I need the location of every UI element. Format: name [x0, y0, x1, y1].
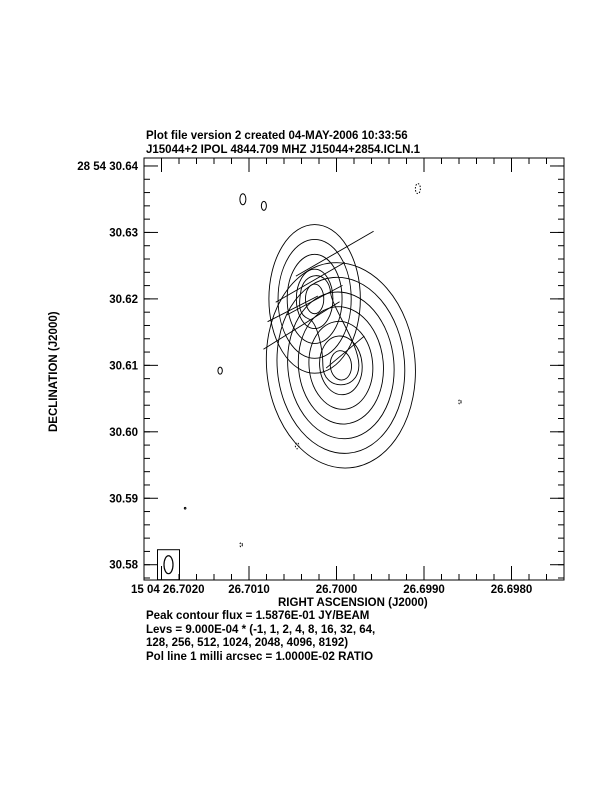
contour-level	[270, 272, 412, 459]
y-tick-label: 28 54 30.64	[77, 160, 138, 173]
contour-level	[329, 350, 353, 381]
noise-contour	[415, 184, 420, 194]
pol-vector	[263, 302, 339, 350]
y-tick-label: 30.59	[109, 493, 138, 506]
beam-box	[158, 550, 180, 580]
y-tick-label: 30.60	[109, 426, 138, 439]
plot-header-line2: J15044+2 IPOL 4844.709 MHZ J15044+2854.ICLN.1	[146, 144, 421, 156]
plot-frame	[144, 158, 564, 580]
pol-vector	[268, 296, 318, 322]
plot-header-line1: Plot file version 2 created 04-MAY-2006 10:33:56	[146, 130, 408, 142]
x-axis-label: RIGHT ASCENSION (J2000)	[278, 597, 428, 609]
noise-contour	[184, 507, 186, 509]
beam-ellipse	[164, 556, 173, 574]
levels-text-line1: Levs = 9.000E-04 * (-1, 1, 2, 4, 8, 16, 32, 64,	[146, 624, 376, 636]
pol-line-scale-text: Pol line 1 milli arcsec = 1.0000E-02 RATIO	[146, 651, 374, 663]
noise-contour	[459, 400, 461, 404]
y-tick-label: 30.61	[109, 360, 138, 373]
y-axis-label: DECLINATION (J2000)	[48, 311, 60, 432]
noise-contour	[218, 367, 222, 374]
x-tick-label: 26.7010	[228, 584, 270, 596]
noise-contour	[240, 194, 246, 205]
contour-level	[258, 256, 424, 474]
peak-flux-text: Peak contour flux = 1.5876E-01 JY/BEAM	[146, 610, 370, 622]
x-tick-label: 26.6990	[403, 584, 445, 596]
noise-contour	[261, 201, 266, 210]
noise-contour	[240, 543, 242, 547]
x-tick-label: 26.6980	[490, 584, 533, 596]
y-tick-label: 30.62	[109, 293, 138, 306]
x-tick-label: 26.7000	[315, 584, 358, 596]
contour-level	[305, 319, 376, 412]
levels-text-line2: 128, 256, 512, 1024, 2048, 4096, 8192)	[146, 637, 349, 649]
y-tick-label: 30.58	[109, 559, 138, 572]
x-tick-label: 15 04 26.7020	[130, 584, 205, 596]
y-tick-label: 30.63	[109, 227, 138, 240]
contour-level	[317, 334, 364, 396]
